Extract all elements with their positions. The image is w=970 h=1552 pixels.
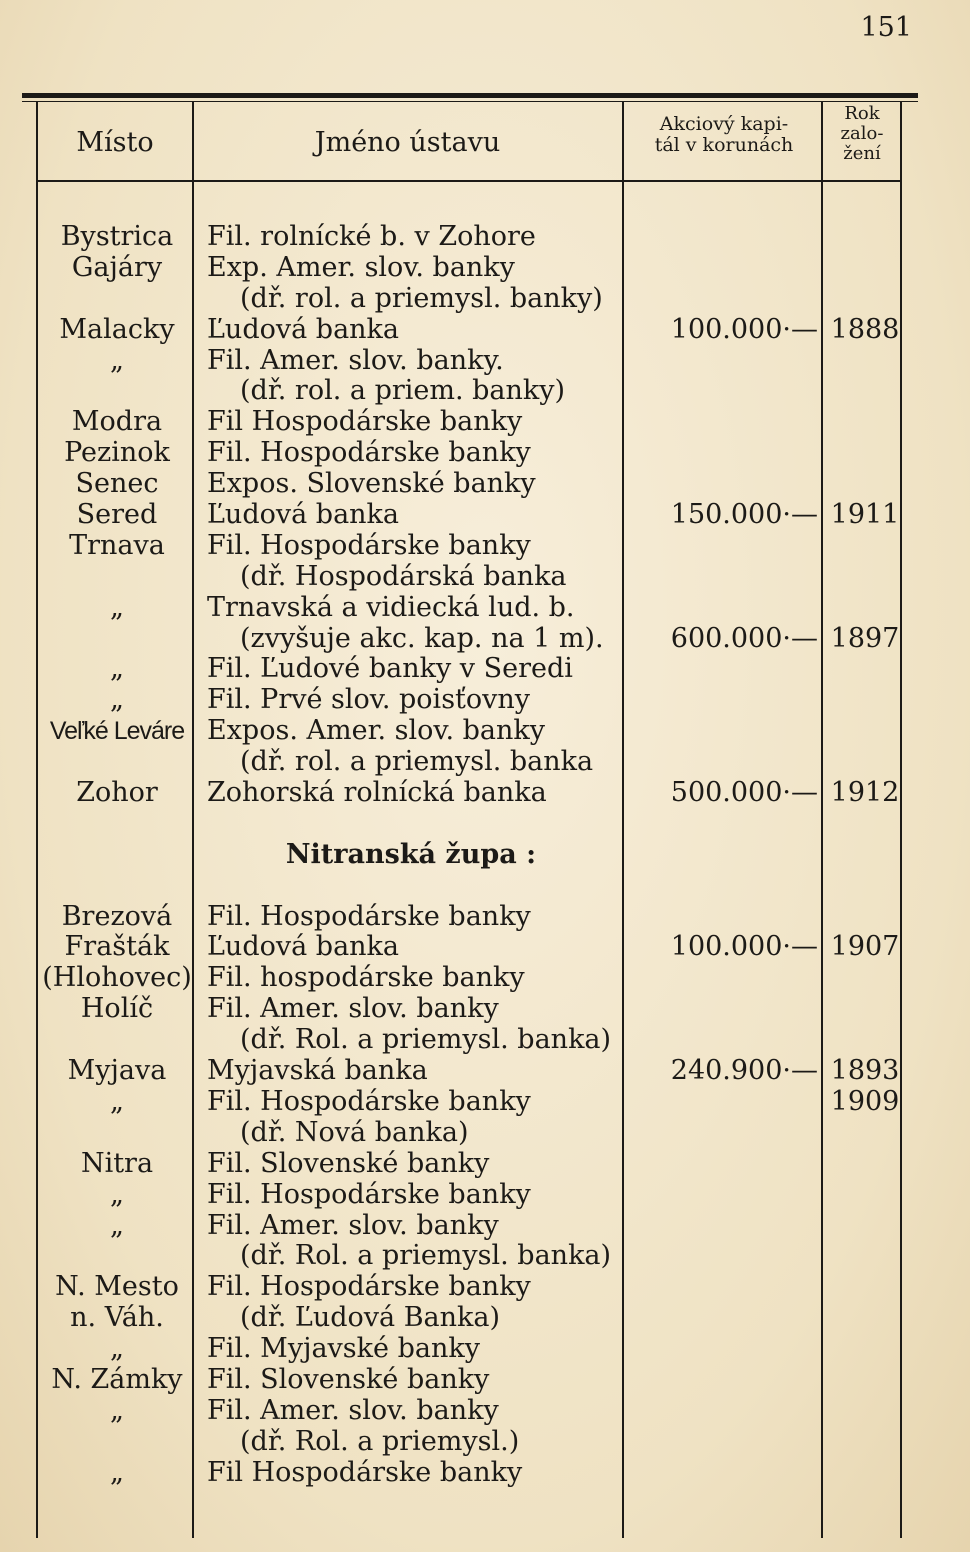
- table-row: [0, 500, 970, 531]
- place-cell: „: [110, 1394, 124, 1426]
- table-row: [0, 902, 970, 933]
- year-founded-cell: 1912: [830, 777, 900, 809]
- top-rule: [22, 93, 918, 98]
- table-row: [0, 562, 970, 593]
- place-cell: „: [110, 1333, 124, 1365]
- table-row: [0, 1241, 970, 1272]
- table-row: [0, 469, 970, 500]
- table-row: [0, 747, 970, 778]
- institution-name-cell: Fil. Hospodárske banky: [207, 1271, 531, 1303]
- place-cell: „: [110, 1456, 124, 1488]
- table-row: [0, 1303, 970, 1334]
- table-row: [0, 593, 970, 624]
- table-row: [0, 346, 970, 377]
- share-capital-cell: 240.900·—: [670, 1055, 818, 1087]
- place-cell: Holíč: [80, 993, 154, 1025]
- header-share-capital: [626, 114, 822, 156]
- place-cell: Bystrica: [60, 221, 174, 252]
- table-row: [0, 778, 970, 809]
- share-capital-cell: 100.000·—: [670, 313, 818, 345]
- table-row: [0, 716, 970, 747]
- header-share-capital-line1: Akciový kapi-: [659, 113, 789, 135]
- place-cell: „: [110, 1085, 124, 1117]
- institution-name-cell: Ľudová banka: [207, 931, 400, 963]
- institution-name-cell: (dř. Hospodárská banka: [240, 560, 567, 592]
- institution-name-cell: Exp. Amer. slov. banky: [207, 251, 515, 283]
- place-cell: „: [110, 653, 124, 685]
- header-place: Místo: [76, 127, 154, 158]
- share-capital-cell: 500.000·—: [670, 777, 818, 809]
- table-row: [0, 871, 970, 902]
- place-cell: Sered: [76, 499, 158, 531]
- header-institution-name: Jméno ústavu: [314, 127, 501, 158]
- place-cell: Veľké Leváre: [49, 717, 185, 746]
- place-cell: Myjava: [67, 1055, 167, 1087]
- table-row: [0, 376, 970, 407]
- table-body: [0, 222, 970, 1489]
- institution-name-cell: Fil. rolnícké b. v Zohore: [207, 221, 536, 252]
- table-row: [0, 932, 970, 963]
- place-cell: „: [110, 1209, 124, 1241]
- institution-name-cell: Fil Hospodárske banky: [207, 1456, 523, 1488]
- header-year-line2: zalo-: [840, 122, 884, 144]
- table-row: [0, 1365, 970, 1396]
- institution-name-cell: Myjavská banka: [207, 1055, 428, 1087]
- institution-name-cell: Fil. Prvé slov. poisťovny: [207, 684, 531, 716]
- share-capital-cell: 600.000·—: [670, 622, 818, 654]
- table-row: [0, 438, 970, 469]
- table-row: [0, 1149, 970, 1180]
- header-share-capital-line2: tál v korunách: [654, 133, 794, 156]
- table-row: [0, 1087, 970, 1118]
- institution-name-cell: Fil. Hospodárske banky: [207, 1085, 531, 1117]
- section-heading-row: [0, 840, 970, 871]
- place-cell: (Hlohovec): [42, 962, 192, 994]
- table-row: [0, 1180, 970, 1211]
- table-row: [0, 315, 970, 346]
- section-heading: Nitranská župa :: [285, 838, 537, 870]
- table-row: [0, 809, 970, 840]
- place-cell: Pezinok: [64, 437, 170, 469]
- place-cell: „: [110, 684, 124, 716]
- table-row: [0, 1118, 970, 1149]
- institution-name-cell: Fil. Slovenské banky: [207, 1147, 490, 1179]
- institution-name-cell: (dř. rol. a priemysl. banky): [240, 282, 603, 314]
- header-year-founded: [825, 104, 899, 163]
- institution-name-cell: Fil. Slovenské banky: [207, 1363, 490, 1395]
- table-row: [0, 253, 970, 284]
- institution-name-cell: Ľudová banka: [207, 313, 400, 345]
- institution-name-cell: Fil. hospodárske banky: [207, 962, 525, 994]
- header-rule: [36, 180, 900, 182]
- place-cell: „: [110, 1178, 124, 1210]
- table-row: [0, 1025, 970, 1056]
- institution-name-cell: Fil. Amer. slov. banky.: [207, 344, 504, 376]
- share-capital-cell: 150.000·—: [670, 499, 818, 531]
- top-rule-thin: [22, 101, 918, 102]
- header-year-line3: žení: [843, 142, 881, 164]
- institution-name-cell: Fil. Hospodárske banky: [207, 1178, 531, 1210]
- share-capital-cell: 100.000·—: [670, 931, 818, 963]
- page-number: 151: [860, 12, 912, 43]
- institution-name-cell: Fil. Hospodárske banky: [207, 900, 531, 932]
- table-row: [0, 284, 970, 315]
- institution-name-cell: Fil. Myjavské banky: [207, 1333, 480, 1365]
- header-year-line1: Rok: [844, 103, 880, 124]
- place-cell: Frašták: [64, 931, 170, 963]
- place-cell: Senec: [75, 468, 159, 500]
- table-row: [0, 1056, 970, 1087]
- institution-name-cell: (dř. Nová banka): [240, 1116, 469, 1148]
- institution-name-cell: Fil Hospodárske banky: [207, 406, 523, 438]
- place-cell: N. Mesto: [55, 1271, 179, 1303]
- year-founded-cell: 1907: [830, 931, 900, 963]
- table-row: [0, 624, 970, 655]
- year-founded-cell: 1893: [830, 1055, 900, 1087]
- place-cell: Brezová: [61, 900, 173, 932]
- table-row: [0, 1458, 970, 1489]
- institution-name-cell: (dř. rol. a priem. banky): [240, 375, 566, 407]
- place-cell: Malacky: [59, 313, 175, 345]
- place-cell: N. Zámky: [51, 1363, 183, 1395]
- institution-name-cell: Zohorská rolnícká banka: [207, 777, 547, 809]
- table-row: [0, 685, 970, 716]
- place-cell: Nitra: [80, 1147, 154, 1179]
- table-row: [0, 1427, 970, 1458]
- table-row: [0, 963, 970, 994]
- year-founded-cell: 1911: [830, 499, 900, 531]
- place-cell: „: [110, 344, 124, 376]
- table-row: [0, 994, 970, 1025]
- institution-name-cell: (zvyšuje akc. kap. na 1 m).: [240, 622, 604, 654]
- place-cell: n. Váh.: [70, 1302, 164, 1334]
- institution-name-cell: Expos. Amer. slov. banky: [207, 715, 546, 747]
- institution-name-cell: Fil. Hospodárske banky: [207, 529, 531, 561]
- place-cell: Zohor: [76, 777, 158, 809]
- table-row: [0, 1396, 970, 1427]
- institution-name-cell: (dř. Rol. a priemysl.): [240, 1425, 520, 1457]
- place-cell: Gajáry: [71, 251, 163, 283]
- table-row: [0, 654, 970, 685]
- year-founded-cell: 1897: [830, 622, 900, 654]
- year-founded-cell: 1888: [830, 313, 900, 345]
- institution-name-cell: Fil. Amer. slov. banky: [207, 1209, 499, 1241]
- place-cell: Modra: [71, 406, 163, 438]
- institution-name-cell: Fil. Amer. slov. banky: [207, 1394, 499, 1426]
- table-row: [0, 407, 970, 438]
- institution-name-cell: Ľudová banka: [207, 499, 400, 531]
- institution-name-cell: (dř. rol. a priemysl. banka: [240, 746, 594, 778]
- table-row: [0, 1272, 970, 1303]
- place-cell: Trnava: [69, 529, 165, 561]
- institution-name-cell: Trnavská a vidiecká lud. b.: [207, 591, 575, 623]
- year-founded-cell: 1909: [830, 1085, 900, 1117]
- place-cell: „: [110, 591, 124, 623]
- table-row: [0, 531, 970, 562]
- table-row: [0, 1211, 970, 1242]
- institution-name-cell: Fil. Ľudové banky v Seredi: [207, 653, 573, 685]
- institution-name-cell: Fil. Amer. slov. banky: [207, 993, 499, 1025]
- institution-name-cell: (dř. Ľudová Banka): [240, 1302, 501, 1334]
- institution-name-cell: Expos. Slovenské banky: [207, 468, 536, 500]
- institution-name-cell: (dř. Rol. a priemysl. banka): [240, 1240, 612, 1272]
- table-row: [0, 1334, 970, 1365]
- institution-name-cell: Fil. Hospodárske banky: [207, 437, 531, 469]
- table-row: [0, 222, 970, 253]
- institution-name-cell: (dř. Rol. a priemysl. banka): [240, 1024, 612, 1056]
